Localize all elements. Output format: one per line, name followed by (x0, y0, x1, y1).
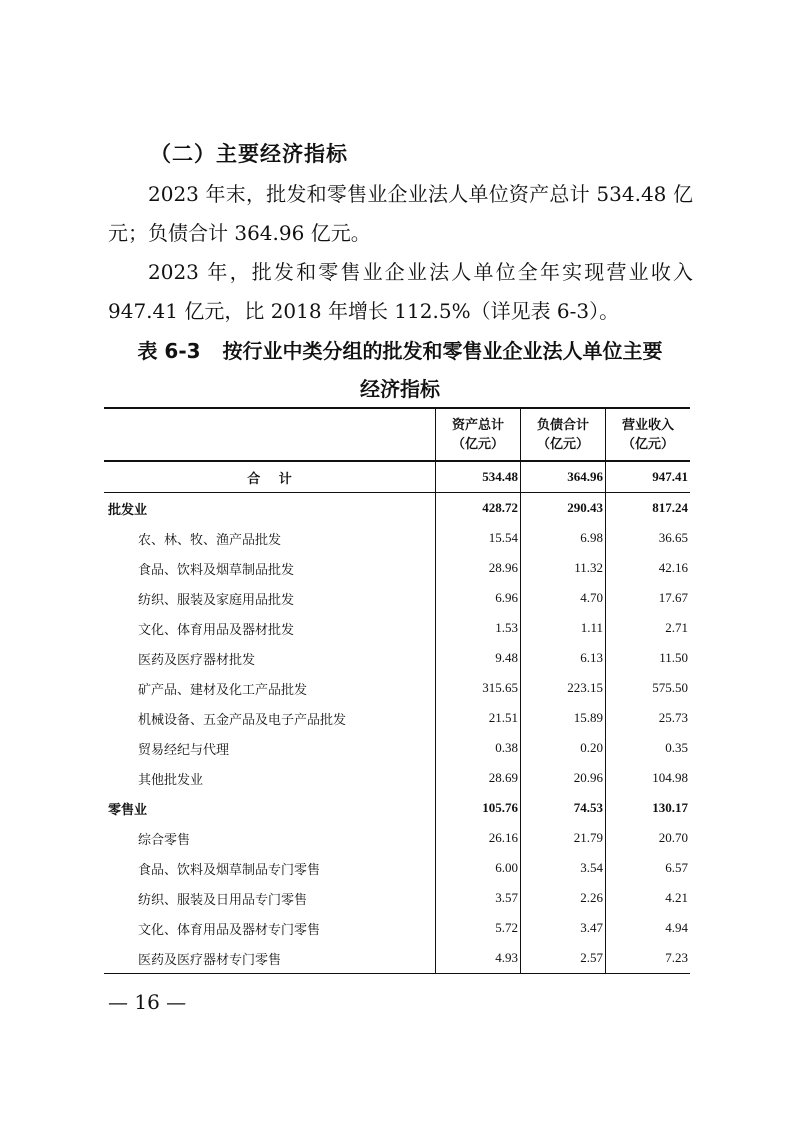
row-assets: 6.00 (436, 853, 521, 883)
header-liabilities (521, 408, 606, 461)
table-group-row (104, 793, 690, 823)
row-revenue: 817.24 (606, 493, 691, 524)
row-label: 农、林、牧、渔产品批发 (138, 532, 282, 548)
row-label: 批发业 (108, 502, 148, 518)
row-revenue: 2.71 (606, 613, 691, 643)
row-revenue: 36.65 (606, 523, 691, 553)
row-assets: 534.48 (436, 461, 521, 493)
header-revenue (606, 408, 691, 461)
row-assets: 4.93 (436, 943, 521, 974)
row-liabilities: 4.70 (521, 583, 606, 613)
row-liabilities: 3.47 (521, 913, 606, 943)
row-assets: 28.96 (436, 553, 521, 583)
table-total-row (104, 461, 690, 493)
table-group-row (104, 493, 690, 524)
row-label: 医药及医疗器材批发 (138, 652, 256, 668)
table-title-line1 (100, 332, 700, 370)
row-label: 零售业 (108, 802, 148, 818)
header-revenue-unit: （亿元） (621, 437, 674, 452)
page-number: — 16 — (108, 990, 187, 1014)
table-body (104, 461, 690, 974)
row-label: 文化、体育用品及器材专门零售 (138, 922, 321, 938)
row-assets: 21.51 (436, 703, 521, 733)
table-row (104, 613, 690, 643)
row-liabilities: 0.20 (521, 733, 606, 763)
header-liabilities-unit: （亿元） (536, 437, 589, 452)
row-label: 其他批发业 (138, 772, 204, 788)
table-row (104, 853, 690, 883)
row-assets: 428.72 (436, 493, 521, 524)
table-row (104, 943, 690, 974)
row-revenue: 4.94 (606, 913, 691, 943)
table-row (104, 553, 690, 583)
row-liabilities: 2.57 (521, 943, 606, 974)
table-row (104, 763, 690, 793)
row-revenue: 42.16 (606, 553, 691, 583)
row-assets: 15.54 (436, 523, 521, 553)
row-revenue: 4.21 (606, 883, 691, 913)
row-label: 合 计 (104, 461, 436, 493)
row-liabilities: 2.26 (521, 883, 606, 913)
row-liabilities: 15.89 (521, 703, 606, 733)
row-assets: 1.53 (436, 613, 521, 643)
table-row (104, 673, 690, 703)
row-label: 机械设备、五金产品及电子产品批发 (138, 712, 347, 728)
table-row (104, 703, 690, 733)
row-label: 食品、饮料及烟草制品专门零售 (138, 862, 321, 878)
table-title-text: 按行业中类分组的批发和零售业企业法人单位主要 (222, 339, 663, 363)
header-assets-line1: 资产总计 (451, 418, 504, 433)
header-label-cell (104, 408, 436, 461)
section-heading: （二）主要经济指标 (150, 142, 348, 166)
row-liabilities: 364.96 (521, 461, 606, 493)
row-label: 医药及医疗器材专门零售 (104, 943, 436, 974)
table-row (104, 913, 690, 943)
indicators-table (104, 407, 690, 974)
row-revenue: 0.35 (606, 733, 691, 763)
row-liabilities: 1.11 (521, 613, 606, 643)
row-assets: 3.57 (436, 883, 521, 913)
row-revenue: 20.70 (606, 823, 691, 853)
row-revenue: 17.67 (606, 583, 691, 613)
row-liabilities: 6.98 (521, 523, 606, 553)
row-revenue: 7.23 (606, 943, 691, 974)
table-row (104, 883, 690, 913)
row-label: 文化、体育用品及器材批发 (138, 622, 295, 638)
table-title-line2: 经济指标 (360, 377, 440, 401)
row-liabilities: 290.43 (521, 493, 606, 524)
row-label: 矿产品、建材及化工产品批发 (138, 682, 308, 698)
table-header-row (104, 408, 690, 461)
row-liabilities: 74.53 (521, 793, 606, 823)
row-assets: 28.69 (436, 763, 521, 793)
row-label: 纺织、服装及家庭用品批发 (138, 592, 295, 608)
row-label: 食品、饮料及烟草制品批发 (138, 562, 295, 578)
row-liabilities: 3.54 (521, 853, 606, 883)
row-liabilities: 11.32 (521, 553, 606, 583)
table-row (104, 823, 690, 853)
row-revenue: 11.50 (606, 643, 691, 673)
header-assets-unit: （亿元） (451, 437, 504, 452)
paragraph-assets: 2023 年末，批发和零售业企业法人单位资产总计 534.48 亿元；负债合计 364.96 亿元。 (108, 182, 693, 245)
table-number: 表 6-3 (137, 339, 201, 363)
table-row (104, 523, 690, 553)
row-revenue: 104.98 (606, 763, 691, 793)
row-revenue: 6.57 (606, 853, 691, 883)
row-liabilities: 20.96 (521, 763, 606, 793)
header-revenue-line1: 营业收入 (621, 418, 674, 433)
row-liabilities: 6.13 (521, 643, 606, 673)
row-assets: 105.76 (436, 793, 521, 823)
header-liabilities-line1: 负债合计 (536, 418, 589, 433)
row-assets: 315.65 (436, 673, 521, 703)
row-revenue: 25.73 (606, 703, 691, 733)
row-revenue: 947.41 (606, 461, 691, 493)
table-row (104, 733, 690, 763)
row-liabilities: 223.15 (521, 673, 606, 703)
row-assets: 6.96 (436, 583, 521, 613)
paragraph-revenue: 2023 年，批发和零售业企业法人单位全年实现营业收入 947.41 亿元，比 2018 年增长 112.5%（详见表 6-3）。 (108, 260, 693, 323)
row-revenue: 130.17 (606, 793, 691, 823)
row-assets: 0.38 (436, 733, 521, 763)
row-liabilities: 21.79 (521, 823, 606, 853)
table-title (100, 332, 700, 408)
row-assets: 5.72 (436, 913, 521, 943)
header-assets (436, 408, 521, 461)
table-row (104, 643, 690, 673)
row-assets: 9.48 (436, 643, 521, 673)
table-row (104, 583, 690, 613)
row-label: 贸易经纪与代理 (138, 742, 230, 758)
row-revenue: 575.50 (606, 673, 691, 703)
row-assets: 26.16 (436, 823, 521, 853)
row-label: 纺织、服装及日用品专门零售 (138, 892, 308, 908)
row-label: 综合零售 (138, 832, 191, 848)
